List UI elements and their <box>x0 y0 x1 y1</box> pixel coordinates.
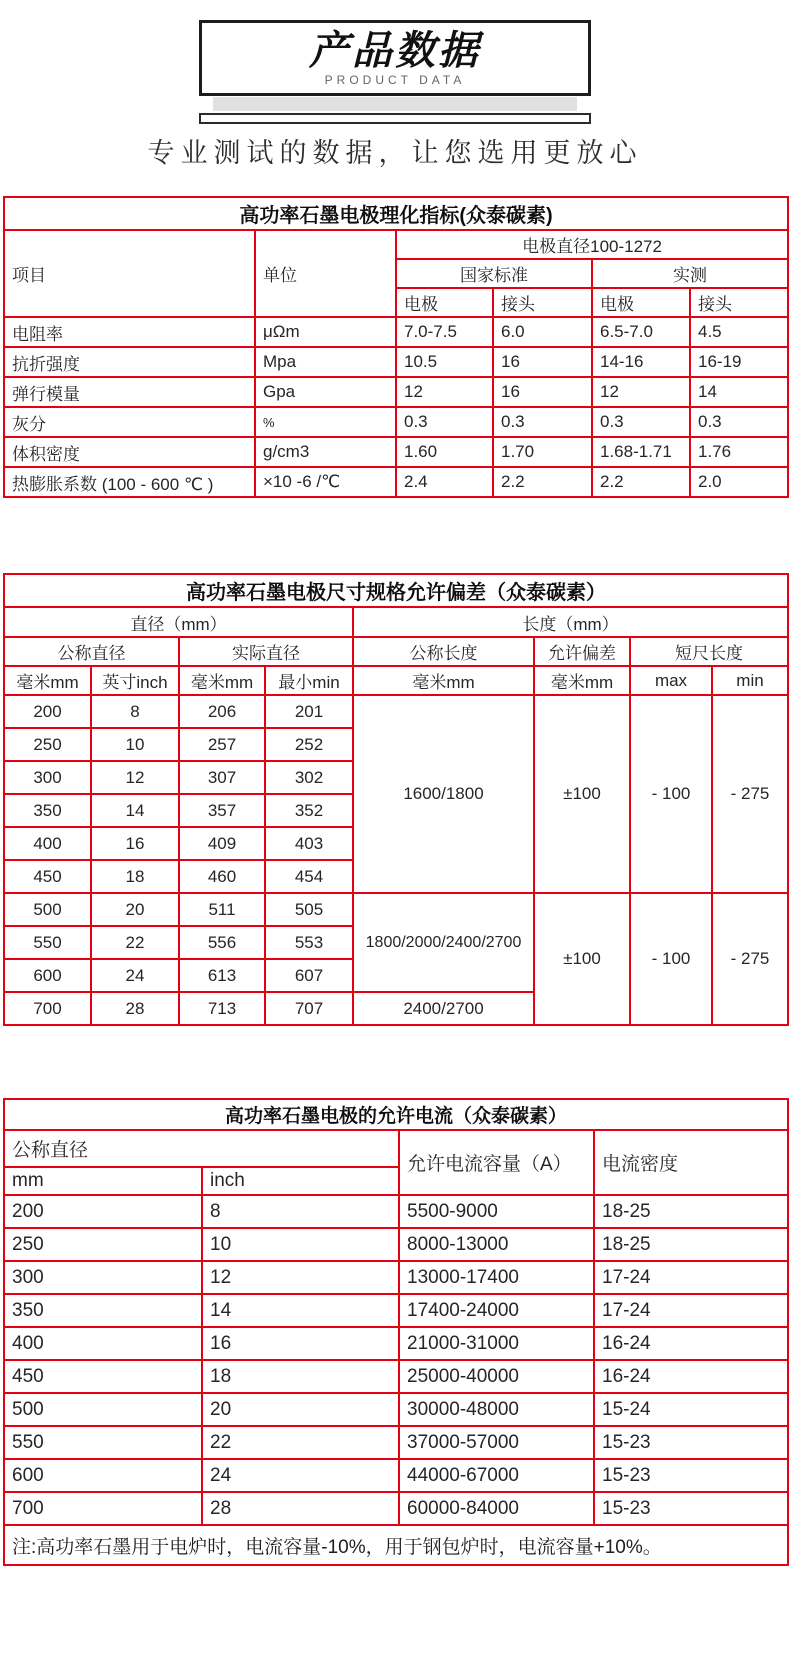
table-cell: 450 <box>4 860 91 893</box>
header-cell: 实测 <box>592 259 788 288</box>
table-cell: 1.68-1.71 <box>592 437 690 467</box>
table-cell: 450 <box>4 1360 202 1393</box>
banner-shadow-bar <box>213 97 577 111</box>
header-cell: 国家标准 <box>396 259 592 288</box>
header-cell: 最小min <box>265 666 353 695</box>
table-cell: 弹行模量 <box>4 377 255 407</box>
page-title: 产品数据 <box>309 28 481 73</box>
table-cell: 200 <box>4 695 91 728</box>
table-cell: 14 <box>91 794 179 827</box>
table-cell: 5500-9000 <box>399 1195 594 1228</box>
table-cell: 0.3 <box>493 407 592 437</box>
table-cell: 707 <box>265 992 353 1025</box>
table-cell: 21000-31000 <box>399 1327 594 1360</box>
table-cell: 454 <box>265 860 353 893</box>
table-header-row <box>4 1130 788 1167</box>
table-cell: 0.3 <box>690 407 788 437</box>
table-cell: 60000-84000 <box>399 1492 594 1525</box>
table-cell: 20 <box>202 1393 399 1426</box>
page-header <box>0 0 790 170</box>
header-cell: 单位 <box>255 230 396 317</box>
table-title: 高功率石墨电极尺寸规格允许偏差（众泰碳素） <box>4 574 788 607</box>
table-cell: 10 <box>91 728 179 761</box>
table-cell: 15-23 <box>594 1492 788 1525</box>
table-cell: 24 <box>91 959 179 992</box>
table-cell: 250 <box>4 728 91 761</box>
table-cell: 713 <box>179 992 265 1025</box>
table-cell: 505 <box>265 893 353 926</box>
table-cell: 409 <box>179 827 265 860</box>
table-cell: 550 <box>4 926 91 959</box>
table-cell: 14-16 <box>592 347 690 377</box>
header-cell: 毫米mm <box>179 666 265 695</box>
table-cell: 抗折强度 <box>4 347 255 377</box>
table-cell: μΩm <box>255 317 396 347</box>
table-header-row <box>4 666 788 695</box>
table-cell: 352 <box>265 794 353 827</box>
table-header-row <box>4 637 788 666</box>
table-row <box>4 1426 788 1459</box>
table-cell: 300 <box>4 761 91 794</box>
table-cell: 8 <box>202 1195 399 1228</box>
header-cell: mm <box>4 1167 202 1195</box>
header-cell: 允许偏差 <box>534 637 630 666</box>
merged-min-cell: - 275 <box>712 893 788 1025</box>
table-cell: 电阻率 <box>4 317 255 347</box>
table-cell: 14 <box>202 1294 399 1327</box>
merged-length-cell: 1600/1800 <box>353 695 534 893</box>
table-cell: 22 <box>202 1426 399 1459</box>
table-row <box>4 467 788 497</box>
header-cell: 毫米mm <box>4 666 91 695</box>
header-cell: 接头 <box>690 288 788 317</box>
table-cell: 357 <box>179 794 265 827</box>
table-title-row <box>4 1099 788 1130</box>
header-cell: max <box>630 666 712 695</box>
table-cell: 12 <box>202 1261 399 1294</box>
table-cell: 18 <box>202 1360 399 1393</box>
table-row <box>4 1261 788 1294</box>
table-cell: 613 <box>179 959 265 992</box>
merged-max-cell: - 100 <box>630 695 712 893</box>
merged-length-cell: 2400/2700 <box>353 992 534 1025</box>
table-row <box>4 377 788 407</box>
header-cell: 电极直径100-1272 <box>396 230 788 259</box>
table-cell: 16 <box>493 347 592 377</box>
table-cell: 热膨胀系数 (100 - 600 ℃ ) <box>4 467 255 497</box>
table-cell: 12 <box>396 377 493 407</box>
header-cell: 英寸inch <box>91 666 179 695</box>
table-cell: 250 <box>4 1228 202 1261</box>
table-cell: % <box>255 407 396 437</box>
header-cell: 接头 <box>493 288 592 317</box>
table-title-row <box>4 574 788 607</box>
table-cell: 550 <box>4 1426 202 1459</box>
table-cell: 2.0 <box>690 467 788 497</box>
header-cell: 毫米mm <box>353 666 534 695</box>
table-cell: 17-24 <box>594 1294 788 1327</box>
table-cell: 200 <box>4 1195 202 1228</box>
table-cell: 511 <box>179 893 265 926</box>
table-cell: 1.76 <box>690 437 788 467</box>
table-cell: 22 <box>91 926 179 959</box>
table-row <box>4 695 788 728</box>
table-cell: 2.4 <box>396 467 493 497</box>
table-row <box>4 1492 788 1525</box>
table-cell: 14 <box>690 377 788 407</box>
table-cell: 12 <box>592 377 690 407</box>
table-row <box>4 347 788 377</box>
table-cell: 25000-40000 <box>399 1360 594 1393</box>
table-cell: 体积密度 <box>4 437 255 467</box>
table-cell: 16-19 <box>690 347 788 377</box>
table-cell: 16 <box>493 377 592 407</box>
table-cell: 307 <box>179 761 265 794</box>
table-cell: 15-23 <box>594 1426 788 1459</box>
product-data-banner <box>199 20 591 96</box>
merged-deviation-cell: ±100 <box>534 893 630 1025</box>
table-cell: 8000-13000 <box>399 1228 594 1261</box>
table-cell: 10.5 <box>396 347 493 377</box>
table-cell: 6.5-7.0 <box>592 317 690 347</box>
table-cell: 600 <box>4 1459 202 1492</box>
table-note-row <box>4 1525 788 1565</box>
table-cell: 20 <box>91 893 179 926</box>
table-cell: 400 <box>4 827 91 860</box>
table-cell: 500 <box>4 1393 202 1426</box>
table-cell: 30000-48000 <box>399 1393 594 1426</box>
table-cell: 252 <box>265 728 353 761</box>
table-row <box>4 1360 788 1393</box>
table-row <box>4 1294 788 1327</box>
table-cell: 18 <box>91 860 179 893</box>
table-cell: 556 <box>179 926 265 959</box>
banner-outline-bar <box>199 113 591 124</box>
table-title-row <box>4 197 788 230</box>
table-cell: 1.70 <box>493 437 592 467</box>
header-cell: 项目 <box>4 230 255 317</box>
table-cell: 6.0 <box>493 317 592 347</box>
header-cell: 电流密度 <box>594 1130 788 1195</box>
table-cell: 16 <box>202 1327 399 1360</box>
table-title: 高功率石墨电极理化指标(众泰碳素) <box>4 197 788 230</box>
table-title: 高功率石墨电极的允许电流（众泰碳素） <box>4 1099 788 1130</box>
table-cell: Mpa <box>255 347 396 377</box>
table-row <box>4 1228 788 1261</box>
table-cell: 607 <box>265 959 353 992</box>
physical-chemical-index-table <box>3 196 789 498</box>
table-row <box>4 1327 788 1360</box>
table-cell: 7.0-7.5 <box>396 317 493 347</box>
header-cell: 短尺长度 <box>630 637 788 666</box>
table-cell: 302 <box>265 761 353 794</box>
table-cell: 403 <box>265 827 353 860</box>
header-cell: inch <box>202 1167 399 1195</box>
table-cell: 1.60 <box>396 437 493 467</box>
table-cell: 8 <box>91 695 179 728</box>
table-cell: 12 <box>91 761 179 794</box>
merged-length-cell: 1800/2000/2400/2700 <box>353 893 534 992</box>
table-cell: 350 <box>4 794 91 827</box>
table-cell: 24 <box>202 1459 399 1492</box>
table-cell: 350 <box>4 1294 202 1327</box>
table-header-row <box>4 230 788 259</box>
table-cell: 0.3 <box>592 407 690 437</box>
header-cell: 长度（mm） <box>353 607 788 637</box>
table-cell: 17400-24000 <box>399 1294 594 1327</box>
header-cell: 实际直径 <box>179 637 353 666</box>
table-cell: 28 <box>202 1492 399 1525</box>
table-cell: 15-24 <box>594 1393 788 1426</box>
table-cell: 300 <box>4 1261 202 1294</box>
table-cell: 15-23 <box>594 1459 788 1492</box>
table-cell: 17-24 <box>594 1261 788 1294</box>
table-cell: 257 <box>179 728 265 761</box>
table-cell: 0.3 <box>396 407 493 437</box>
table-cell: 18-25 <box>594 1195 788 1228</box>
table-cell: 2.2 <box>592 467 690 497</box>
table-cell: 灰分 <box>4 407 255 437</box>
header-cell: 公称直径 <box>4 1130 399 1167</box>
table-row <box>4 407 788 437</box>
header-cell: 电极 <box>592 288 690 317</box>
table-cell: 16 <box>91 827 179 860</box>
table-cell: 16-24 <box>594 1327 788 1360</box>
table-row <box>4 1459 788 1492</box>
table-cell: 201 <box>265 695 353 728</box>
header-cell: 允许电流容量（A） <box>399 1130 594 1195</box>
page-title-en: PRODUCT DATA <box>324 72 466 87</box>
header-cell: 电极 <box>396 288 493 317</box>
merged-min-cell: - 275 <box>712 695 788 893</box>
table-cell: 16-24 <box>594 1360 788 1393</box>
table-cell: 44000-67000 <box>399 1459 594 1492</box>
table-cell: g/cm3 <box>255 437 396 467</box>
table-cell: 206 <box>179 695 265 728</box>
table-row <box>4 437 788 467</box>
table-cell: 500 <box>4 893 91 926</box>
table-row <box>4 893 788 926</box>
table-row <box>4 317 788 347</box>
table-cell: 700 <box>4 992 91 1025</box>
table-row <box>4 1195 788 1228</box>
header-cell: min <box>712 666 788 695</box>
table-cell: 600 <box>4 959 91 992</box>
table-note: 注:高功率石墨用于电炉时，电流容量-10%，用于钢包炉时，电流容量+10%。 <box>4 1525 788 1565</box>
table-cell: 400 <box>4 1327 202 1360</box>
table-cell: 13000-17400 <box>399 1261 594 1294</box>
table-cell: 700 <box>4 1492 202 1525</box>
merged-deviation-cell: ±100 <box>534 695 630 893</box>
table-cell: Gpa <box>255 377 396 407</box>
page-subtitle: 专业测试的数据，让您选用更放心 <box>147 138 643 168</box>
table-row <box>4 1393 788 1426</box>
allowed-current-table <box>3 1098 789 1566</box>
table-cell: 2.2 <box>493 467 592 497</box>
table-header-row <box>4 607 788 637</box>
table-cell: 28 <box>91 992 179 1025</box>
header-cell: 公称直径 <box>4 637 179 666</box>
header-cell: 公称长度 <box>353 637 534 666</box>
header-cell: 直径（mm） <box>4 607 353 637</box>
table-cell: 460 <box>179 860 265 893</box>
size-deviation-table <box>3 573 789 1026</box>
table-cell: 553 <box>265 926 353 959</box>
table-cell: 37000-57000 <box>399 1426 594 1459</box>
table-cell: 18-25 <box>594 1228 788 1261</box>
table-cell: 10 <box>202 1228 399 1261</box>
table-cell: ×10 -6 /℃ <box>255 467 396 497</box>
merged-max-cell: - 100 <box>630 893 712 1025</box>
header-cell: 毫米mm <box>534 666 630 695</box>
table-cell: 4.5 <box>690 317 788 347</box>
